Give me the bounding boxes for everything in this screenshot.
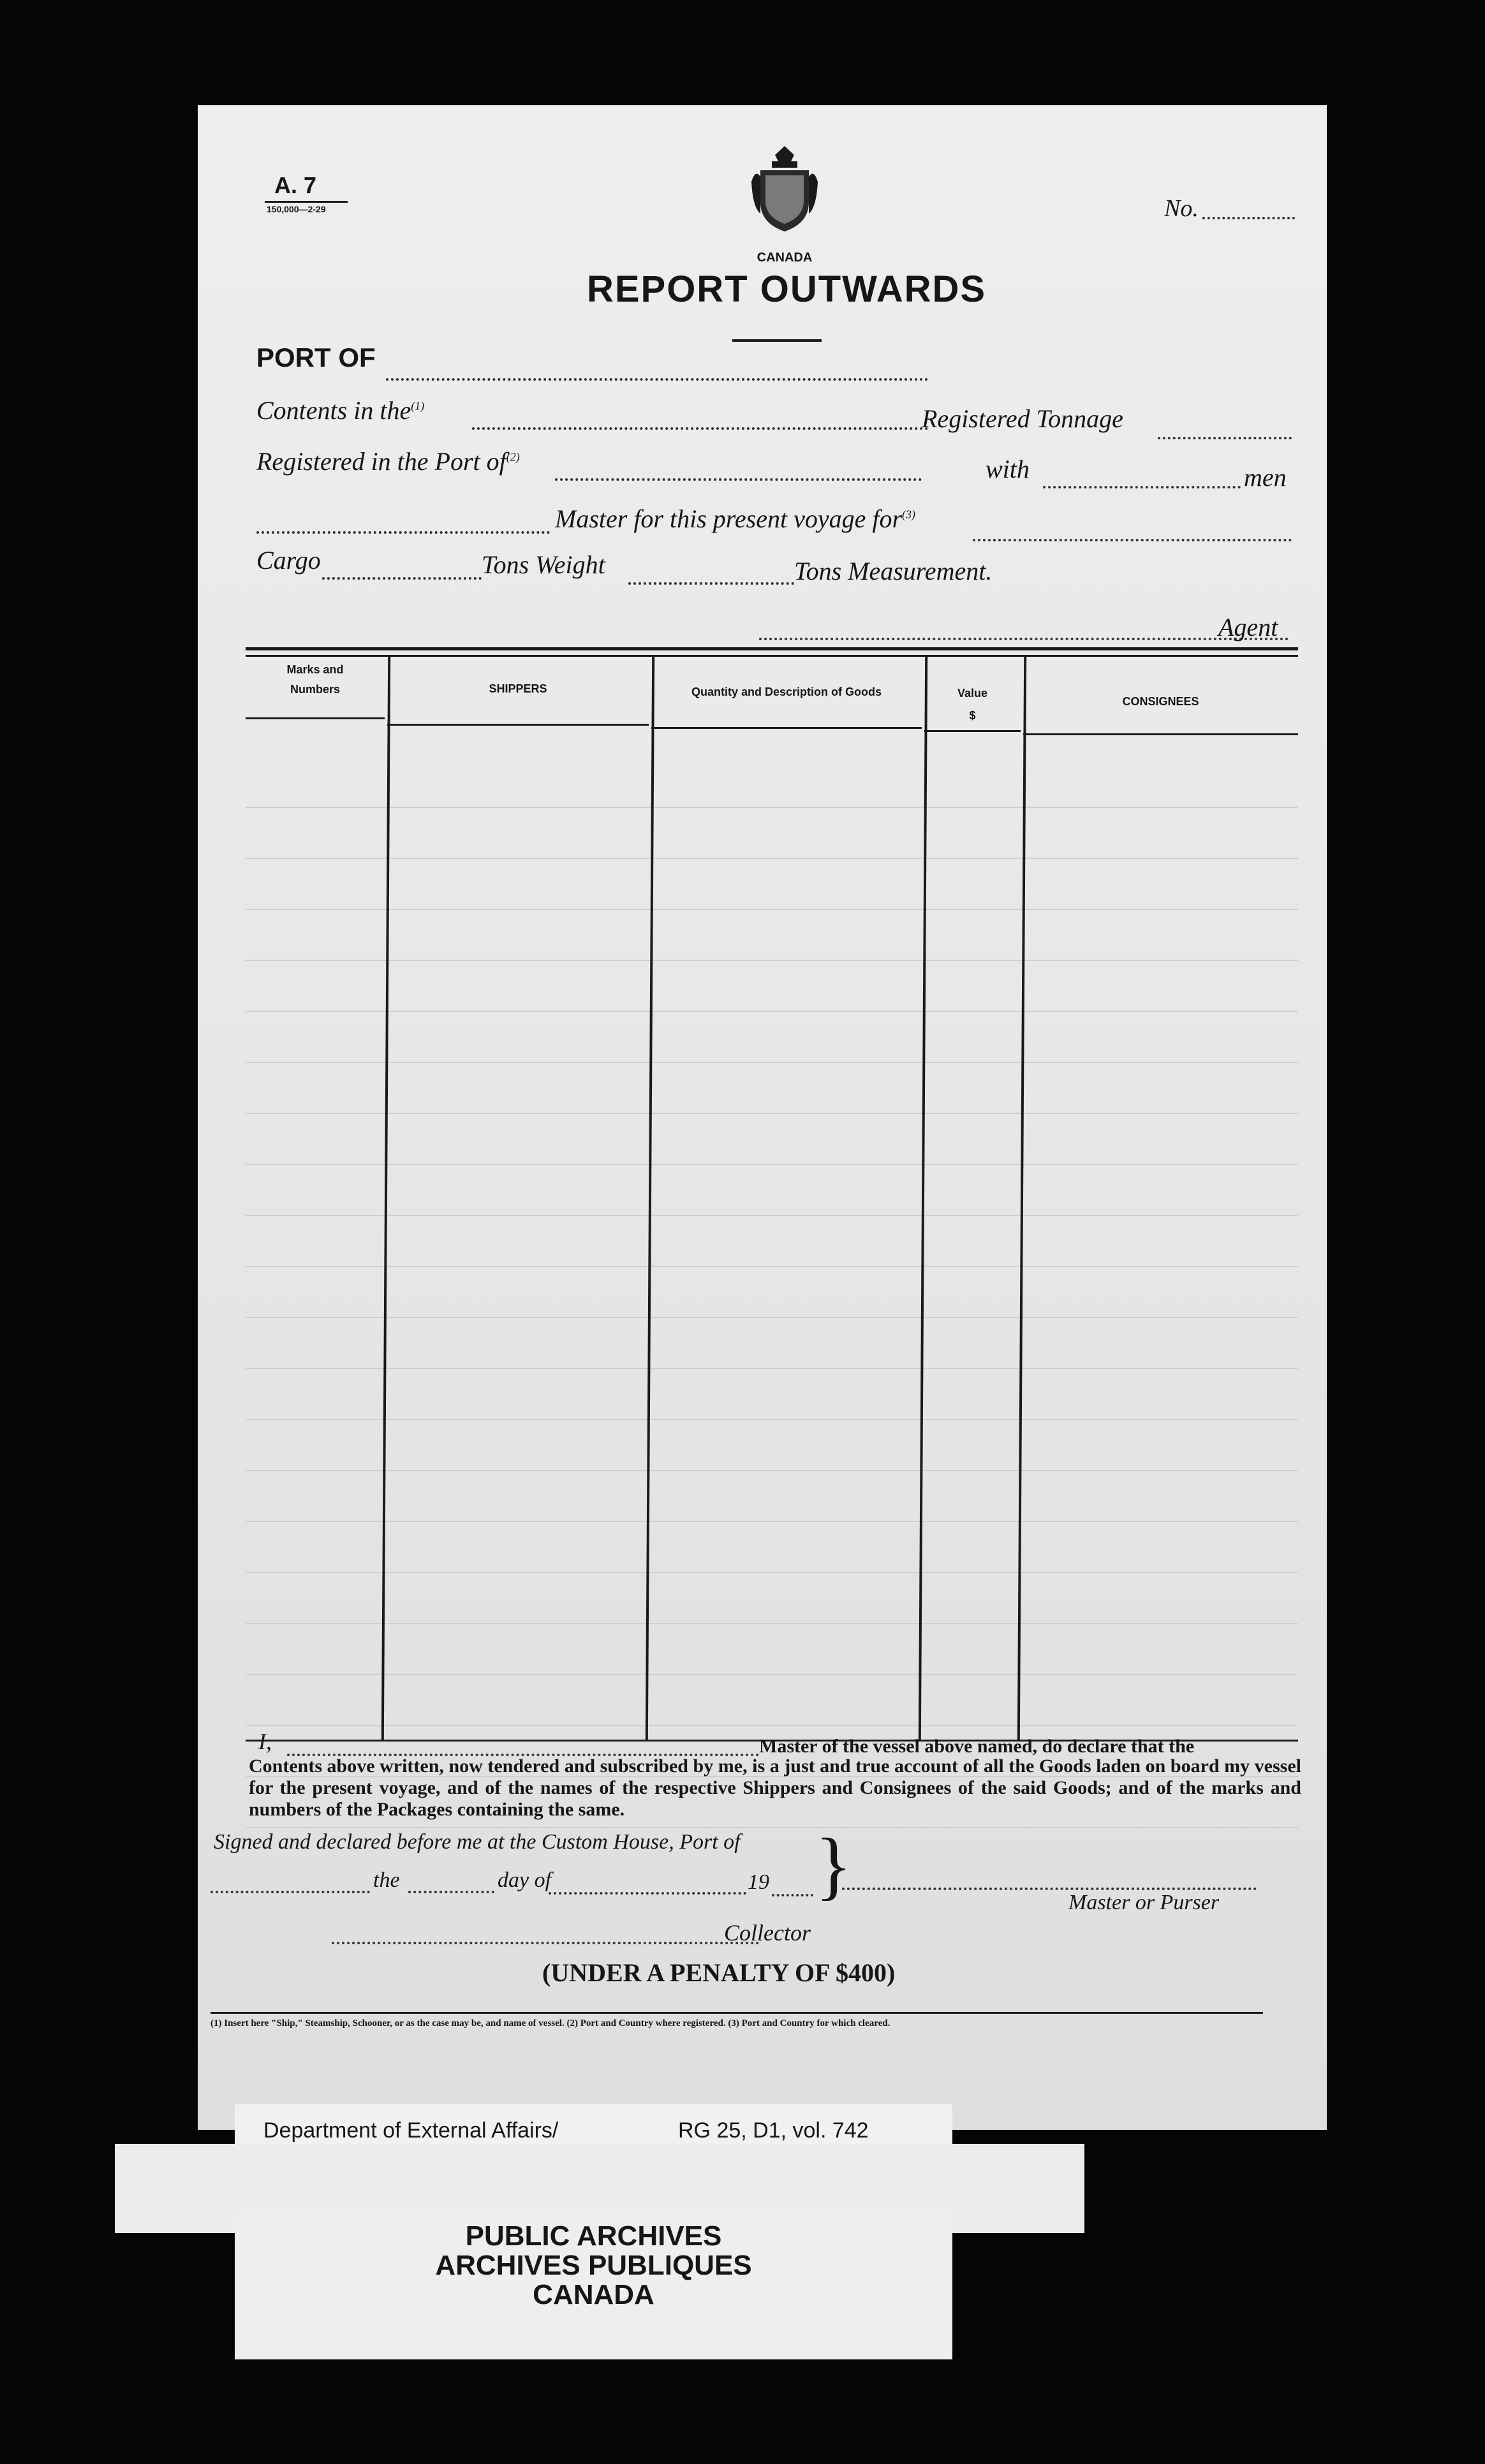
footnote: (1) Insert here "Ship," Steamship, Schooner, or as the case may be, and name of vessel. (2) Port and Country where registered. (3) Port and Country for which cleared. [211,2018,890,2028]
signed-label: Signed and declared before me at the Custom House, Port of [214,1830,741,1854]
declaration-i: I, [258,1729,272,1754]
stamp-line-3: CANADA [533,2279,654,2310]
col-shippers-header: SHIPPERS [489,682,547,695]
print-run: 150,000—2-29 [267,204,326,214]
form-code: A. 7 [274,172,317,198]
stamp-line-2: ARCHIVES PUBLIQUES [435,2250,752,2281]
declaration-body: Contents above written, now tendered and subscribed by me, is a just and true account of all the Goods laden on board my vessel for the present voyage, and of the names of the respective Shippers and Consignees of the said Goods; and of the marks and numbers of the Packages containing the same. [249,1756,1301,1820]
declaration-master-line: Master of the vessel above named, do declare that the [759,1736,1195,1757]
number-label: No. [1164,195,1199,222]
the-label: the [373,1868,400,1892]
tons-weight-label: Tons Weight [482,550,605,579]
form-title: REPORT OUTWARDS [586,268,987,310]
master-or-purser-label: Master or Purser [1068,1891,1220,1914]
archive-stamp-lower [235,2213,952,2359]
port-of-label: PORT OF [256,342,376,372]
contents-label: Contents in the$^{(1)}$ [256,396,425,425]
port-of-line [386,378,928,381]
col-marks-header: Marks and Numbers [286,663,344,696]
brace: } [815,1822,852,1907]
master-voyage-label: Master for this present voyage for$^{(3)}$ [555,504,916,533]
col-value-header: Value $ [957,687,988,722]
men-label: men [1244,463,1287,492]
canada-crest [746,143,823,233]
form-sheet [198,105,1327,2130]
master-signature-line [842,1888,1257,1890]
registered-port-label: Registered in the Port $of^{(2)}$ [256,447,520,476]
cargo-label: Cargo [256,546,321,575]
col-consignees-header: CONSIGNEES [1122,695,1199,708]
day-of-label: day of [498,1868,552,1892]
agent-label: Agent [1218,613,1278,642]
with-label: with [986,455,1030,483]
collector-line [332,1942,759,1944]
dept-en: Department of External Affairs/ [263,2118,559,2143]
col-quantity-header: Quantity and Description of Goods [691,686,882,698]
tons-measurement-label: Tons Measurement. [794,557,993,585]
stamp-line-1: PUBLIC ARCHIVES [465,2220,722,2252]
collector-label: Collector [724,1920,811,1946]
crest-caption: CANADA [757,251,813,265]
penalty-text: (UNDER A PENALTY OF $400) [542,1958,896,1987]
year-label: 19 [748,1870,769,1894]
ref-1: RG 25, D1, vol. 742 [678,2118,869,2143]
registered-tonnage-label: Registered Tonnage [922,404,1123,433]
